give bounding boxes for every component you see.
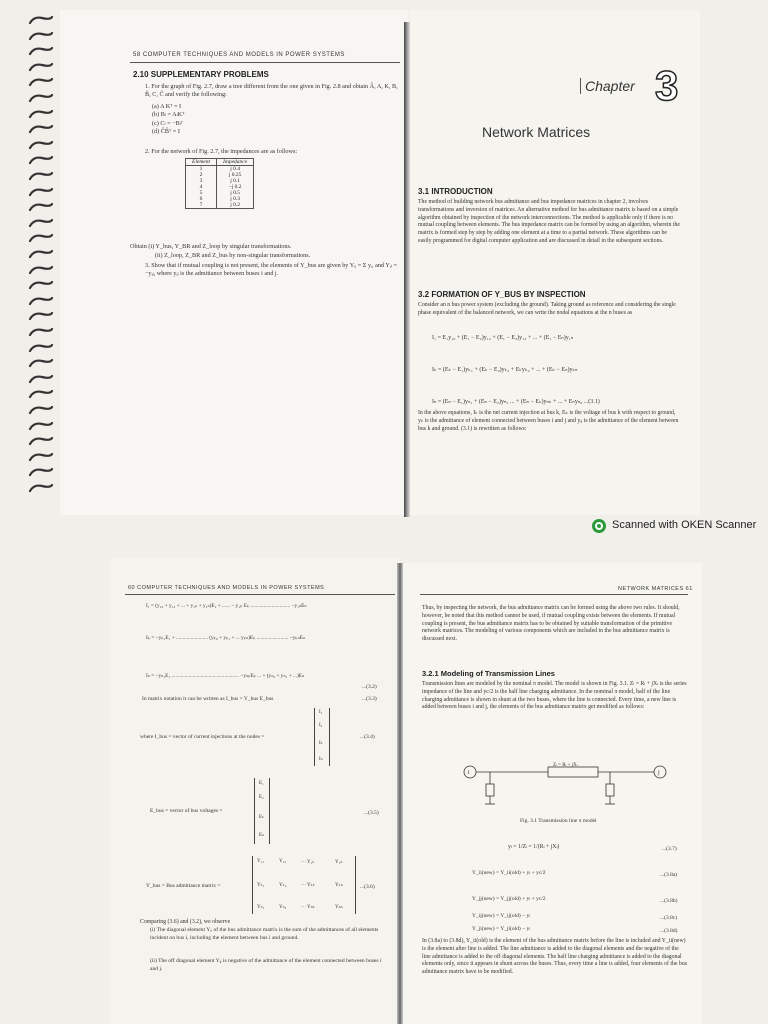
spiral-coil (28, 293, 54, 303)
spiral-coil (28, 59, 54, 69)
table-cell: 3 (186, 178, 217, 184)
chapter-title: Network Matrices (482, 124, 591, 140)
eq-number: ...(3.8c) (660, 915, 678, 921)
problem-1: 1. For the graph of Fig. 2.7, draw a tree different from the one given in Fig. 2.8 and obtain Â, A, K, B, B̂, C, Ĉ and verify the following: (145, 83, 398, 99)
spiral-coil (28, 480, 54, 490)
spiral-coil (28, 215, 54, 225)
table-cell: 7 (186, 202, 217, 209)
table-cell: 5 (186, 190, 217, 196)
spiral-coil (28, 449, 54, 459)
obtain-2: (ii) Z_loop, Z_BR and Z_bus by non-singular transformations. (155, 252, 311, 259)
problem-2: 2. For the network of Fig. 2.7, the impedances are as follows: (145, 148, 298, 155)
spiral-coil (28, 262, 54, 272)
spiral-coil (28, 199, 54, 209)
bus-eq-k: Iₖ = −yₖ₁E₁ + ........................ (yₖ₀ + yₖ₁ + ... yₖₙ)Eₖ ........................ −yₖₙEₙ (146, 635, 306, 641)
spiral-coil (28, 152, 54, 162)
spiral-coil (28, 12, 54, 22)
bottom-gutter (397, 563, 403, 1024)
eq-number: ...(3.6) (360, 884, 375, 890)
section-3-2-text: Consider an n bus power system (excluding the ground). Taking ground as reference and considering the single phase equivalent of the balanced network, we can write the nodal equations at the n buses as (418, 302, 676, 316)
spiral-coil (28, 402, 54, 412)
after-eq-text: In the above equations, Iₖ is the net current injection at bus k, Eₖ is the voltage of bus k with respect to ground, yₖ is the admittance of element connected between buses i and j and yᵢⱼ is the admittance of the element between bus k and ground. (3.1) is rewritten as follows: (418, 410, 679, 432)
chapter-number: 3 (655, 62, 679, 109)
table-header: Impedance (217, 159, 254, 166)
node-i-label: i (467, 770, 470, 776)
impedance-label: Zₗ = Rₗ + jXₗ (553, 763, 578, 768)
nodal-eq-k: Iₖ = (Eₖ − E₁)yₖ₁ + (Eₖ − E₂)yₖ₂ + Eₖyₖ₀ + ... + (Eₖ − Eₙ)yₖₙ (432, 367, 578, 373)
spiral-coil (28, 340, 54, 350)
spiral-coil (28, 433, 54, 443)
spiral-coil (28, 137, 54, 147)
ebus-vector: E₁ E₂ Eₖ Eₙ (254, 778, 270, 844)
shunt-admittance-j (606, 784, 614, 796)
top-gutter (404, 22, 410, 517)
spiral-coil (28, 386, 54, 396)
section-heading: 2.10 SUPPLEMENTARY PROBLEMS (133, 70, 269, 79)
table-cell: j 0.1 (217, 178, 254, 184)
chapter-label: Chapter (580, 78, 635, 94)
eq-3-7: yₗ = 1/Zₗ = 1/(Rₗ + jXₗ) (508, 844, 560, 850)
eq-number: ...(3.8a) (660, 872, 678, 878)
bus-j-node (654, 766, 666, 778)
page61-header: NETWORK MATRICES 61 (618, 586, 693, 592)
table-cell: −j 0.2 (217, 184, 254, 190)
table-cell: 1 (186, 166, 217, 173)
observation-1: (i) The diagonal element Yᵢᵢ of the bus admittance matrix is the sum of the admittances of all elements incident on bus i, including the element between bus i and ground. (150, 927, 379, 941)
ybus-matrix: Y₁₁ Y₁₂ ··· Y₁ₖ Y₁ₙ Yₖ₁ Yₖ₂ ··· Yₖₖ Yₖₙ Yₙ₁ Yₙ₂ ··· Yₙₖ Yₙₙ (252, 856, 356, 914)
header-rule (420, 594, 688, 595)
table-header: Element (186, 159, 217, 166)
spiral-coil (28, 246, 54, 256)
spiral-coil (28, 74, 54, 84)
spiral-coil (28, 324, 54, 334)
table-cell: j 0.5 (217, 190, 254, 196)
spiral-coil (28, 371, 54, 381)
bus-i-node (464, 766, 476, 778)
table-cell: j 0.4 (217, 166, 254, 173)
intro-text: Thus, by inspecting the network, the bus admittance matrix can be formed using the above two rules. It should, however, be noted that this method cannot be used, if mutual coupling exists between the elements. If mutual coupling is present, the bus admittance matrix has to be obtained by suitable transformation of the primitive network matrices. The modeling of various components which are included in the bus admittance matrix is discussed next. (422, 605, 680, 643)
comparison-text: Comparing (3.6) and (3.2), we observe (140, 919, 231, 925)
scanner-logo-icon (592, 519, 606, 533)
scanner-label: Scanned with OKEN Scanner (612, 519, 757, 531)
eq-3-8b: Y_jj(new) = Y_jj(old) + yₗ + yc/2 (472, 896, 546, 902)
section-3-1-text: The method of building network bus admittance and bus impedance matrices in chapter 2, involves transformations and inversion of matrices. An alternative method for bus admittance matrix is based on a simple algorithm obtained by inspection of the network interconnections. The method is applicable only if there is no mutual coupling between elements. The bus impedance matrix can be formed by using an algorithm, wherein the matrix is formed step by step by adding one element at a time to a partial network. These algorithms can be easily programmed for digital computer application and are discussed in detail in the subsequent sections. (418, 199, 680, 244)
section-3-1: 3.1 INTRODUCTION (418, 187, 493, 196)
spiral-coil (28, 184, 54, 194)
spiral-coil (28, 355, 54, 365)
spiral-coil (28, 168, 54, 178)
eq-number: ...(3.2) (362, 684, 377, 690)
eq-3-8a: Y_ii(new) = Y_ii(old) + yₗ + yc/2 (472, 870, 546, 876)
spiral-coil (28, 230, 54, 240)
page60-header: 60 COMPUTER TECHNIQUES AND MODELS IN POWER SYSTEMS (128, 585, 325, 591)
final-paragraph: In (3.8a) to (3.8d), Y_ii(old) is the element of the bus admittance matrix before the line is included and Y_ii(new) is the element after line is added. The line admittance is added to the diagonal elements and the negative of the line admittance is added to the off diagonal elements. The half line charging admittance is added to the diagonal elements only, since it appears in shunt across the buses. Thus, every time a line is added, four elements of the bus admittance matrix have to be modified. (422, 938, 687, 976)
series-impedance-box (548, 767, 598, 777)
section-3-2-1-text: Transmission lines are modeled by the nominal π model. The model is shown in Fig. 3.1. Zₗ = Rₗ + jXₗ is the series impedance of the line and yc/2 is the half line charging admittance. In the nominal π model, half of the line charging admittance is shown in shunt at the two buses, where the line is connected. Every time, a new line is added between buses i and j, the elements of the bus admittance matrix get modified as follows: (422, 681, 687, 711)
spiral-coil (28, 90, 54, 100)
eq-number: ...(3.3) (362, 696, 377, 702)
page58-header: 58 COMPUTER TECHNIQUES AND MODELS IN POWER SYSTEMS (133, 52, 345, 58)
impedance-table (185, 158, 254, 209)
table-cell: 6 (186, 196, 217, 202)
header-rule (130, 62, 400, 63)
eq-number: ...(3.5) (364, 810, 379, 816)
spiral-coil (28, 106, 54, 116)
problem-items: (a) A Kᵀ = I (b) Bₗ = AₗKᵀ (c) Cₗ = −Bₗᵀ (d) ĈB̂ᵀ = I (152, 103, 185, 135)
spiral-coil (28, 277, 54, 287)
ibus-definition: where I_bus = vector of current injections at the nodes = (140, 734, 265, 740)
table-cell: j 0.3 (217, 196, 254, 202)
spiral-coil (28, 28, 54, 38)
table-cell: 4 (186, 184, 217, 190)
node-j-label: j (658, 770, 660, 776)
bus-eq-n: Iₙ = −yₙ₁E₁ ................................................... −yₙₖEₖ ... + (yₙ₀ + yₙ₁ + ...)Eₙ (146, 673, 305, 679)
header-rule (125, 594, 395, 595)
ibus-vector: I₁ I₂ Iₖ Iₙ (314, 708, 330, 766)
nodal-eq-n: Iₙ = (Eₙ − E₁)yₙ₁ + (Eₙ − E₂)yₙ₂ ... + (Eₙ − Eₖ)yₙₖ + ... + Eₙyₙ₀ ...(3.1) (432, 399, 600, 405)
table-cell: j 0.2 (217, 202, 254, 209)
nodal-eq-1: I₁ = E₁y₁₀ + (E₁ − E₂)y₁₂ + (E₁ − E₃)y₁₃ + ... + (E₁ − Eₙ)y₁ₙ (432, 335, 574, 341)
table-cell: j 0.25 (217, 172, 254, 178)
spiral-coil (28, 121, 54, 131)
spiral-coil (28, 464, 54, 474)
bus-eq-1: I₁ = (y₁₀ + y₁₂ + ... + y₁ₖ + y₁ₙ)E₁ + ...... − y₁ₖ Eₖ .............................. −y₁ₙEₙ (146, 603, 307, 609)
spiral-coil (28, 43, 54, 53)
table-cell: 2 (186, 172, 217, 178)
eq-number: ...(3.8b) (660, 898, 678, 904)
shunt-admittance-i (486, 784, 494, 796)
section-3-2: 3.2 FORMATION OF Y_BUS BY INSPECTION (418, 290, 586, 299)
eq-3-8d: Y_ji(new) = Y_ji(old) − yₗ (472, 926, 531, 932)
pi-model-diagram (460, 762, 680, 822)
eq-number: ...(3.4) (360, 734, 375, 740)
table-row (186, 202, 254, 209)
obtain-1: Obtain (i) Y_bus, Y_BR and Z_loop by singular transformations. (130, 243, 292, 250)
eq-number: ...(3.7) (662, 846, 677, 852)
eq-3-8c: Y_ij(new) = Y_ij(old) − yₗ (472, 913, 531, 919)
spiral-coil (28, 418, 54, 428)
observation-2: (ii) The off diagonal element Yᵢⱼ is negative of the admittance of the element connected between buses i and j. (150, 958, 382, 972)
spiral-coil (28, 308, 54, 318)
eq-number: ...(3.8d) (660, 928, 678, 934)
matrix-notation: In matrix notation it can be written as I_bus = Y_bus E_bus (142, 696, 274, 702)
figure-caption: Fig. 3.1 Transmission line π model (520, 818, 597, 824)
ebus-definition: E_bus = vector of bus voltages = (150, 808, 223, 814)
section-3-2-1: 3.2.1 Modeling of Transmission Lines (422, 669, 555, 678)
problem-3: 3. Show that if mutual coupling is not present, the elements of Y_bus are given by Yᵢᵢ = Σ yᵢ, and Yᵢⱼ = −yᵢⱼ, where yᵢⱼ is the admittance between buses i and j. (145, 262, 397, 278)
ybus-definition: Y_bus = Bus admittance matrix = (146, 883, 221, 889)
